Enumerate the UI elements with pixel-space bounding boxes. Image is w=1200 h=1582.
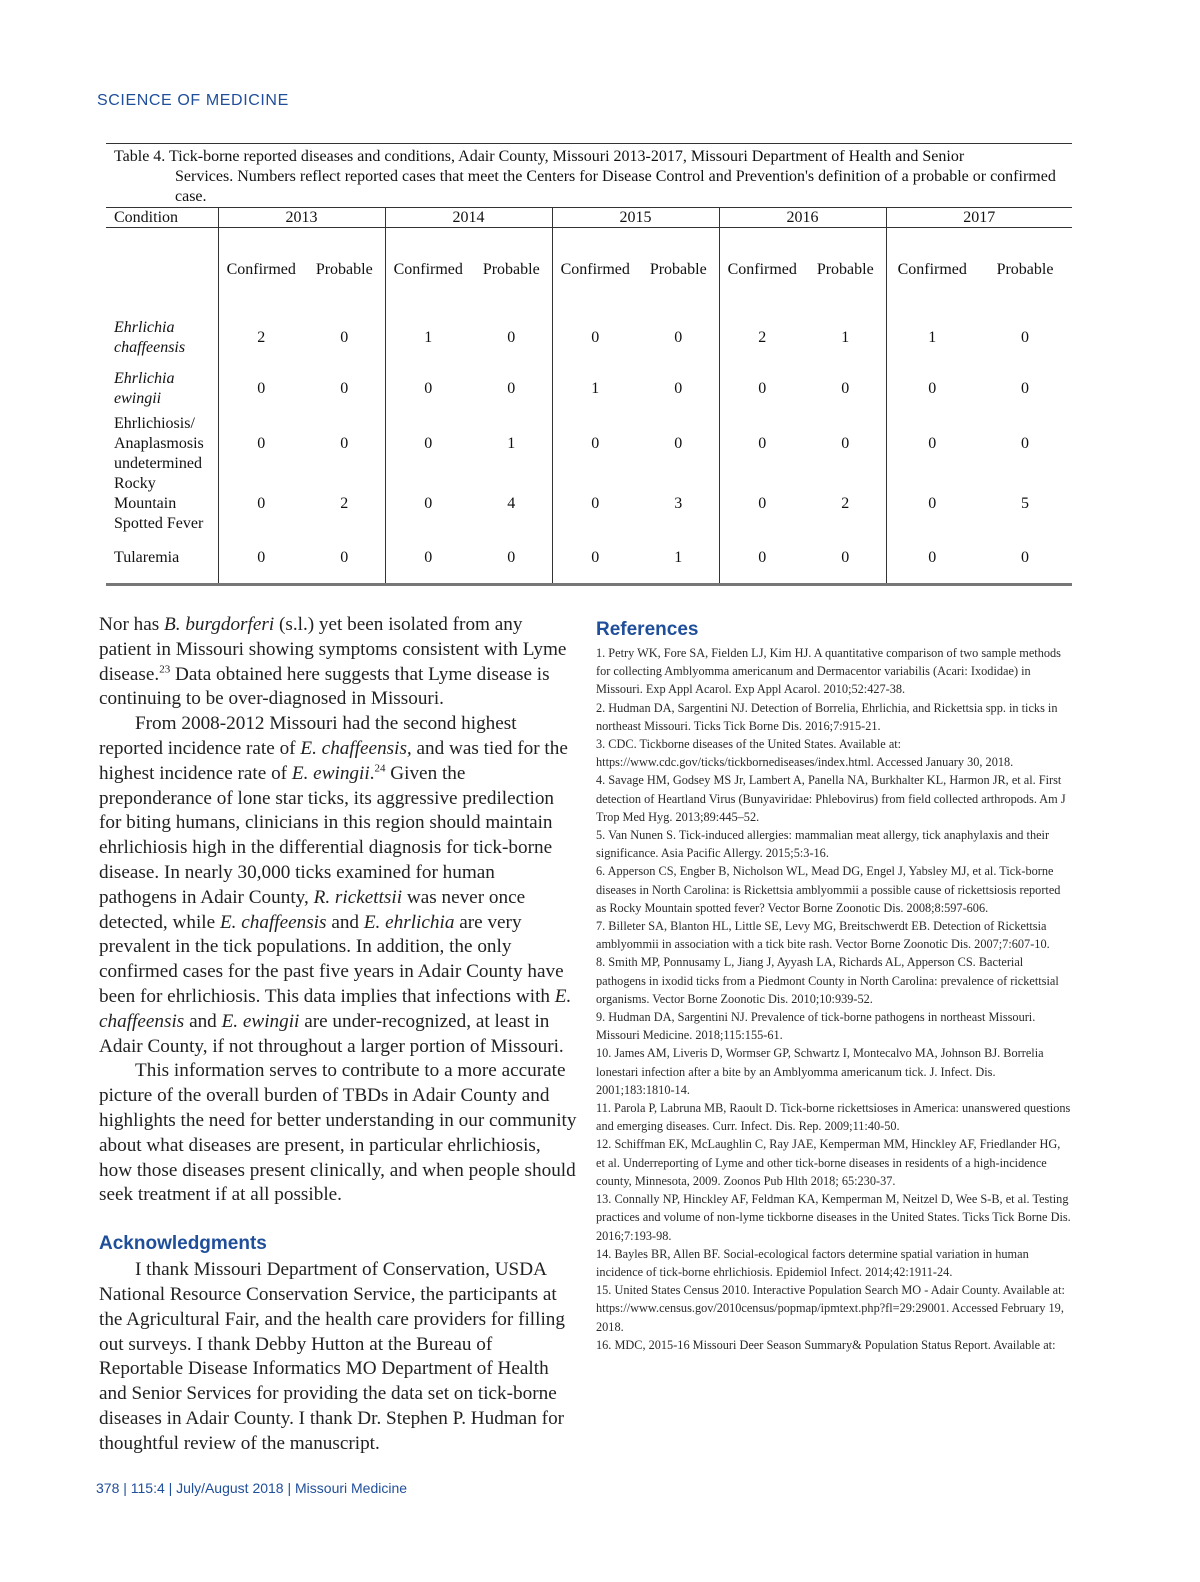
- table-caption-rest: Services. Numbers reflect reported cases that meet the Centers for Disease Control and Prevention's definition of a probable or confirmed case.: [175, 168, 1056, 205]
- reference-item: 15. United States Census 2010. Interactive Population Search MO - Adair County. Available at: https://www.census.gov/2010census/popmap/ipmtext.php?fl=29:29001. Accessed February 19, 2018.: [596, 1283, 1065, 1334]
- table-row: [106, 312, 1072, 364]
- text-run: Data obtained here suggests that Lyme disease is continuing to be over-diagnosed in Missouri.: [99, 663, 550, 710]
- reference-item: 7. Billeter SA, Blanton HL, Little SE, Levy MG, Breitschwerdt EB. Detection of Rickettsia amblyommii in association with a tick bite rash. Vector Borne Zoonotic Dis. 2007;7:607-10.: [596, 919, 1050, 952]
- table-row: [106, 364, 1072, 414]
- table-cell: 0: [841, 435, 850, 452]
- acknowledgments-heading: Acknowledgments: [99, 1233, 267, 1255]
- row-label: Rocky Mountain Spotted Fever: [114, 475, 204, 532]
- table-cell: 2: [340, 495, 349, 512]
- text-run: From 2008-2012 Missouri had the second highest reported incidence rate of: [99, 713, 517, 759]
- table-cell: 0: [1021, 435, 1029, 452]
- table-cell: 0: [552, 534, 638, 584]
- confirmed-header: Confirmed: [719, 228, 805, 313]
- reference-item: 5. Van Nunen S. Tick-induced allergies: mammalian meat allergy, tick anaphylaxis and their significance. Asia Pacific Allergy. 2015;5:3-16.: [596, 828, 1050, 861]
- references-section: [596, 618, 1072, 1354]
- reference-item: 3. CDC. Tickborne diseases of the United States. Available at: https://www.cdc.gov/ticks/tickbornediseases/index.html. Accessed January 30, 2018.: [596, 737, 1014, 770]
- data-table: [106, 207, 1072, 586]
- table-cell: 1: [841, 329, 850, 346]
- species-name: E. chaffeensis,: [300, 737, 412, 759]
- row-label: Tularemia: [106, 534, 218, 584]
- page-footer: 378 | 115:4 | July/August 2018 | Missouri Medicine: [96, 1480, 408, 1496]
- table-cell: 0: [218, 534, 304, 584]
- table-cell: 0: [218, 474, 304, 534]
- table-cell: 0: [674, 329, 683, 346]
- table-cell: 0: [886, 474, 978, 534]
- probable-header: Probable: [482, 261, 540, 278]
- probable-header: Probable: [996, 261, 1054, 278]
- table-cell: 0: [841, 380, 850, 397]
- subheader-row: [106, 228, 1072, 313]
- reference-item: 14. Bayles BR, Allen BF. Social-ecological factors determine spatial variation in human incidence of tick-borne ehrlichiosis. Epidemiol Infect. 2014;42:1911-24.: [596, 1246, 1029, 1279]
- reference-item: 11. Parola P, Labruna MB, Raoult D. Tick-borne rickettsioses in America: unanswered questions and emerging diseases. Curr. Infect. Dis. Rep. 2009;11:40-50.: [596, 1101, 1071, 1134]
- table-cell: 0: [507, 329, 516, 346]
- species-name: R. rickettsii: [313, 886, 403, 908]
- table-cell: 0: [218, 364, 304, 414]
- year-header: 2016: [719, 208, 886, 228]
- table-cell: 0: [340, 435, 349, 452]
- reference-item: 9. Hudman DA, Sargentini NJ. Prevalence of tick-borne pathogens in northeast Missouri. Missouri Medicine. 2018;115:155-61.: [596, 1010, 1036, 1043]
- year-header-row: [106, 208, 1072, 228]
- text-run: and: [184, 1010, 222, 1032]
- table-cell: 0: [552, 414, 638, 474]
- table-cell: 0: [1021, 380, 1029, 397]
- reference-item: 2. Hudman DA, Sargentini NJ. Detection of Borrelia, Ehrlichia, and Rickettsia spp. in ticks in northeast Missouri. Ticks Tick Borne Dis. 2016;7:915-21.: [596, 700, 1058, 733]
- table-cell: 2: [719, 312, 805, 364]
- text-run: .: [369, 762, 375, 784]
- table-cell: 4: [507, 495, 516, 512]
- reference-item: 16. MDC, 2015-16 Missouri Deer Season Summary& Population Status Report. Available at:: [596, 1337, 1056, 1352]
- species-name: E. ehrlichia: [363, 911, 455, 933]
- reference-item: 6. Apperson CS, Engber B, Nicholson WL, Mead DG, Engel J, Yabsley MJ, et al. Tick-borne diseases in North Carolina: is Rickettsia amblyommii a possible cause of rickettsiosis reported as Rocky Mountain spotted fever? Vector Borne Zoonotic Dis. 2008;8:597-606.: [596, 864, 1061, 915]
- citation-superscript: 24: [374, 762, 386, 775]
- text-run: Given the preponderance of lone star ticks, its aggressive predilection for biting humans, clinicians in this region should maintain ehrlichiosis high in the differential diagnosis for tick-borne disease. In nearly 30,000 ticks examined for human pathogens in Adair County,: [99, 762, 555, 908]
- condition-header: Condition: [106, 208, 218, 228]
- table-caption-line1: Table 4. Tick-borne reported diseases and conditions, Adair County, Missouri 2013-2017, Missouri Department of Health and Senior: [114, 148, 965, 165]
- table-cell: 0: [886, 364, 978, 414]
- table-cell: 1: [385, 312, 471, 364]
- reference-item: 10. James AM, Liveris D, Wormser GP, Schwartz I, Montecalvo MA, Johnson BJ. Borrelia lonestari infection after a bite by an Amblyomma americanum tick. J. Infect. Dis. 2001;183:1810-14.: [596, 1046, 1044, 1097]
- table-cell: 1: [886, 312, 978, 364]
- probable-header: Probable: [649, 261, 707, 278]
- paragraph: [99, 613, 577, 712]
- text-run: and was tied for the highest incidence rate of: [99, 737, 568, 784]
- table-cell: 3: [674, 495, 683, 512]
- probable-header: Probable: [816, 261, 874, 278]
- table-cell: 0: [719, 534, 805, 584]
- confirmed-header: Confirmed: [218, 228, 304, 313]
- text-run: are under-recognized, at least in Adair County, if not throughout a larger portion of Missouri.: [99, 1010, 564, 1057]
- paragraph: [99, 712, 577, 1059]
- species-name: E. ewingii: [291, 762, 370, 784]
- reference-item: 8. Smith MP, Ponnusamy L, Jiang J, Ayyash LA, Richards AL, Apperson CS. Bacterial pathogens in ixodid ticks from a Piedmont County in North Carolina: prevalence of rickettsial organisms. Vector Borne Zoonotic Dis. 2010;10:939-52.: [596, 955, 1059, 1006]
- table-cell: 0: [304, 534, 385, 584]
- table-cell: 0: [385, 534, 471, 584]
- text-run: are very prevalent in the tick populations. In addition, the only confirmed cases for the past five years in Adair County have been for ehrlichiosis. This data implies that infections with: [99, 911, 564, 1007]
- table-cell: 0: [978, 534, 1072, 584]
- reference-item: 1. Petry WK, Fore SA, Fielden LJ, Kim HJ. A quantitative comparison of two sample methods for collecting Amblyomma americanum and Dermacentor variabilis (Acari: Ixodidae) in Missouri. Exp Appl Acarol. Exp Appl Acarol. 2010;52:427-38.: [596, 646, 1061, 697]
- table-cell: 0: [385, 414, 471, 474]
- table-cell: 0: [218, 414, 304, 474]
- text-run: and: [326, 911, 364, 933]
- table-cell: 0: [507, 380, 516, 397]
- references-heading: References: [596, 619, 699, 640]
- year-header: 2013: [218, 208, 385, 228]
- table-cell: 5: [1021, 495, 1029, 512]
- table-cell: 1: [552, 364, 638, 414]
- table-cell: 2: [218, 312, 304, 364]
- confirmed-header: Confirmed: [385, 228, 471, 313]
- year-header: 2017: [886, 208, 1072, 228]
- species-name: E. ewingii: [221, 1010, 300, 1032]
- table-caption: [106, 143, 1072, 207]
- table-cell: 0: [385, 474, 471, 534]
- table-cell: 0: [1021, 329, 1029, 346]
- year-header: 2015: [552, 208, 719, 228]
- paragraph: This information serves to contribute to a more accurate picture of the overall burden of TBDs in Adair County and highlights the need for better understanding in our community about what diseases are present, in particular ehrlichiosis, how those diseases present clinically, and when people should seek treatment if at all possible.: [99, 1060, 577, 1206]
- species-name: E. chaffeensis: [219, 911, 327, 933]
- table-cell: 0: [886, 414, 978, 474]
- year-header: 2014: [385, 208, 552, 228]
- table-cell: 0: [886, 534, 978, 584]
- table-cell: 0: [340, 380, 349, 397]
- table-cell: 2: [841, 495, 850, 512]
- references-list: [596, 644, 1072, 1354]
- species-name: B. burgdorferi: [164, 614, 275, 635]
- table-row: [106, 474, 1072, 534]
- table-cell: 1: [638, 534, 719, 584]
- text-run: was never once detected, while: [99, 886, 526, 933]
- table-cell: 0: [805, 534, 886, 584]
- table-cell: 0: [674, 435, 683, 452]
- table-cell: 0: [719, 474, 805, 534]
- reference-item: 12. Schiffman EK, McLaughlin C, Ray JAE, Kemperman MM, Hinckley AF, Friedlander HG, et al. Underreporting of Lyme and other tick-borne diseases in residents of a high-incidence county, Minnesota, 2009. Zoonos Pub Hlth 2018; 65:230-37.: [596, 1137, 1061, 1188]
- table-cell: 0: [552, 474, 638, 534]
- table-cell: 0: [552, 312, 638, 364]
- table-row: [106, 534, 1072, 584]
- row-label: Ehrlichiosis/ Anaplasmosis undetermined: [114, 415, 204, 472]
- table-4: [106, 143, 1072, 586]
- table-cell: 0: [340, 329, 349, 346]
- probable-header: Probable: [315, 261, 373, 278]
- citation-superscript: 23: [159, 663, 171, 676]
- row-label: Ehrlichia ewingii: [114, 370, 175, 407]
- table-cell: 0: [674, 380, 683, 397]
- table-row: [106, 414, 1072, 474]
- table-cell: 0: [719, 414, 805, 474]
- body-text-column: [99, 613, 577, 1457]
- table-cell: 1: [507, 435, 516, 452]
- text-run: Nor has: [99, 614, 165, 635]
- table-cell: 0: [471, 534, 552, 584]
- row-label: Ehrlichia chaffeensis: [114, 319, 186, 356]
- table-cell: 0: [385, 364, 471, 414]
- text-run: (s.l.) yet been isolated from any patient in Missouri showing symptoms consistent with Lyme disease.: [99, 614, 567, 685]
- reference-item: 4. Savage HM, Godsey MS Jr, Lambert A, Panella NA, Burkhalter KL, Harmon JR, et al. First detection of Heartland Virus (Bunyaviridae: Phlebovirus) from field collected arthropods. Am J Trop Med Hyg. 2013;89:445–52.: [596, 773, 1066, 824]
- species-name: E. chaffeensis: [99, 985, 572, 1032]
- confirmed-header: Confirmed: [552, 228, 638, 313]
- reference-item: 13. Connally NP, Hinckley AF, Feldman KA, Kemperman M, Neitzel D, Wee S-B, et al. Testing practices and volume of non-lyme tickborne diseases in the United States. Ticks Tick Borne Dis. 2016;7:193-98.: [596, 1192, 1071, 1243]
- acknowledgments-text: I thank Missouri Department of Conservation, USDA National Resource Conservation Service, the participants at the Agricultural Fair, and the health care providers for filling out surveys. I thank Debby Hutton at the Bureau of Reportable Disease Informatics MO Department of Health and Senior Services for providing the data set on tick-borne diseases in Adair County. I thank Dr. Stephen P. Hudman for thoughtful review of the manuscript.: [99, 1259, 565, 1454]
- confirmed-header: Confirmed: [886, 228, 978, 313]
- table-cell: 0: [719, 364, 805, 414]
- section-header: SCIENCE OF MEDICINE: [97, 92, 289, 109]
